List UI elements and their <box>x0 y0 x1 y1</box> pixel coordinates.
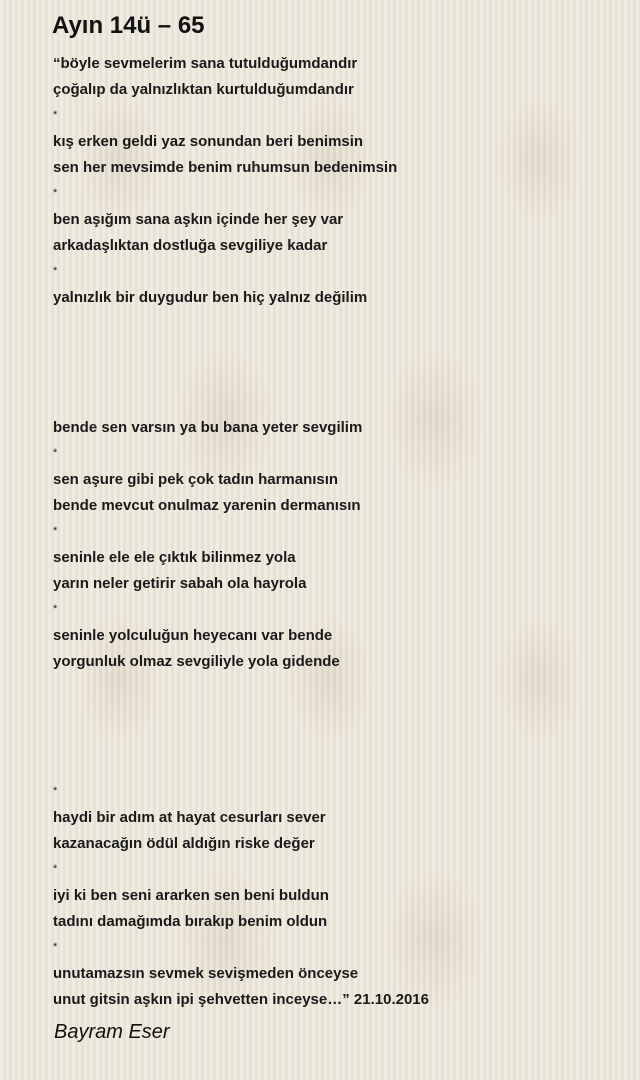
poem-line: sen her mevsimde benim ruhumsun bedenimsin <box>53 159 398 176</box>
stanza-separator: * <box>53 187 58 199</box>
poem-line: yarın neler getirir sabah ola hayrola <box>53 575 307 592</box>
stanza-separator: * <box>53 525 58 537</box>
stanza-separator: * <box>53 447 58 459</box>
stanza-separator: * <box>53 941 58 953</box>
stanza-gap <box>53 311 613 337</box>
stanza-separator: * <box>53 863 58 875</box>
poem-line: haydi bir adım at hayat cesurları sever <box>53 809 326 826</box>
poem-line: tadını damağımda bırakıp benim oldun <box>53 913 328 930</box>
poem-line: kazanacağın ödül aldığın riske değer <box>53 835 315 852</box>
poem-line: iyi ki ben seni ararken sen beni buldun <box>53 887 329 904</box>
poem-line: çoğalıp da yalnızlıktan kurtulduğumdandır <box>53 81 354 98</box>
poem-line: unutamazsın sevmek sevişmeden önceyse <box>53 965 359 982</box>
stanza-separator: * <box>53 265 58 277</box>
poem-line: unut gitsin aşkın ipi şehvetten inceyse…” 21.10.2016 <box>53 991 429 1008</box>
poem-line: yalnızlık bir duygudur ben hiç yalnız değilim <box>53 289 368 306</box>
stanza-separator: * <box>53 785 58 797</box>
stanza-gap <box>53 389 613 415</box>
poem-author: Bayram Eser <box>54 1021 170 1043</box>
poem-line: arkadaşlıktan dostluğa sevgiliye kadar <box>53 237 328 254</box>
poem-line: bende sen varsın ya bu bana yeter sevgilim <box>53 419 363 436</box>
stanza-gap <box>53 701 613 727</box>
stanza-gap <box>53 675 613 701</box>
stanza-gap <box>53 727 613 753</box>
stanza-separator: * <box>53 109 58 121</box>
poem-line: “böyle sevmelerim sana tutulduğumdandır <box>53 55 358 72</box>
poem-body <box>53 51 613 1013</box>
poem-line: seninle yolculuğun heyecanı var bende <box>53 627 333 644</box>
stanza-separator: * <box>53 603 58 615</box>
poem-line: seninle ele ele çıktık bilinmez yola <box>53 549 296 566</box>
poem-line: sen aşure gibi pek çok tadın harmanısın <box>53 471 339 488</box>
poem-line: kış erken geldi yaz sonundan beri benimsin <box>53 133 364 150</box>
poem-line: yorgunluk olmaz sevgiliyle yola gidende <box>53 653 340 670</box>
poem-line: ben aşığım sana aşkın içinde her şey var <box>53 211 344 228</box>
stanza-gap <box>53 337 613 363</box>
stanza-gap <box>53 753 613 779</box>
stanza-gap <box>53 363 613 389</box>
poem-line: bende mevcut onulmaz yarenin dermanısın <box>53 497 361 514</box>
poem-title: Ayın 14ü – 65 <box>52 12 205 39</box>
